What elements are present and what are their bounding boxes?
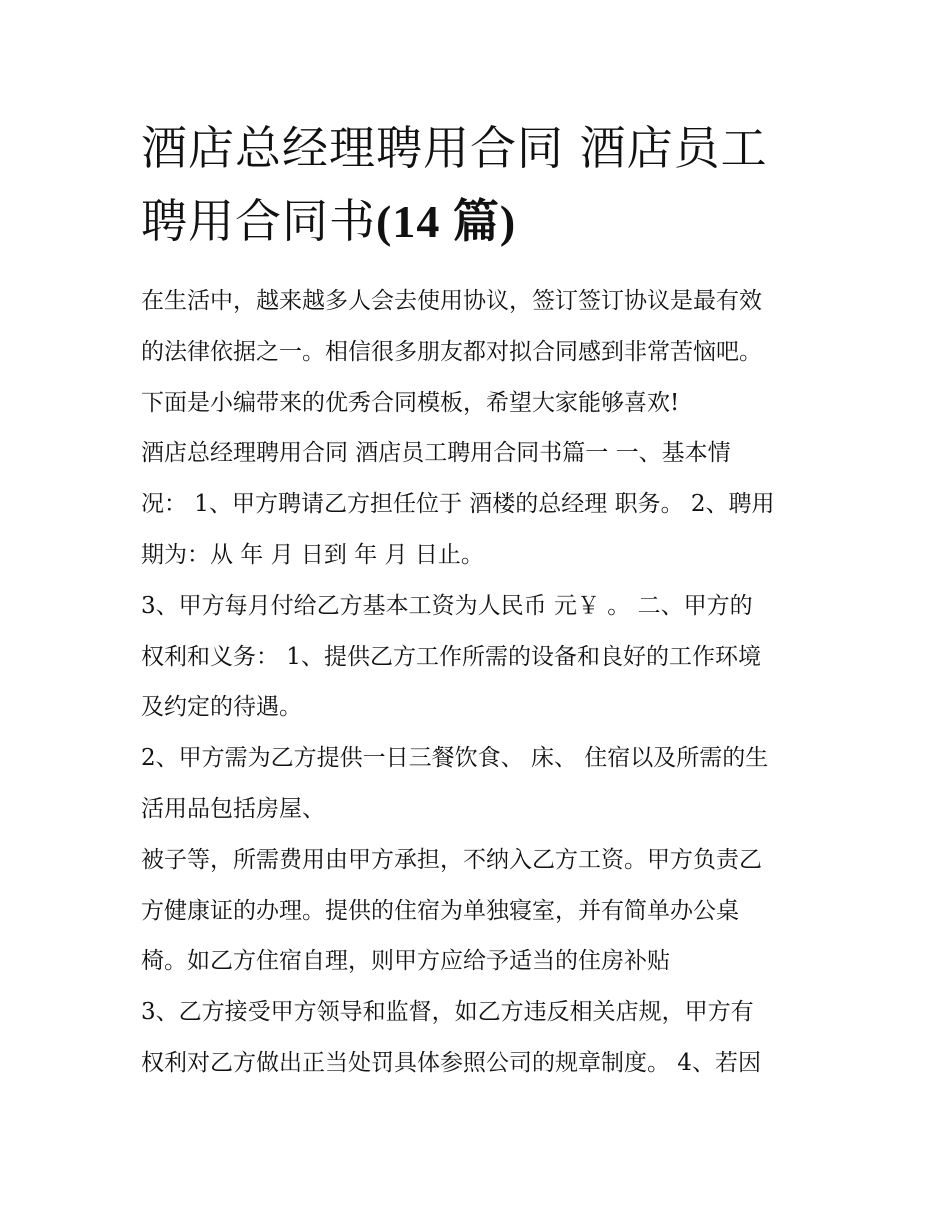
body-line: 权利和义务： 1、提供乙方工作所需的设备和良好的工作环境 — [141, 643, 761, 670]
body-line: 2、甲方需为乙方提供一日三餐饮食、 床、 住宿以及所需的生 — [141, 745, 769, 772]
body-line: 3、乙方接受甲方领导和监督，如乙方违反相关店规，甲方有 — [141, 999, 754, 1026]
document-body — [141, 276, 831, 1089]
body-line: 活用品包括房屋、 — [141, 795, 325, 822]
body-line: 期为：从 年 月 日到 年 月 日止。 — [141, 541, 484, 568]
title-line-1: 酒店总经理聘用合同 酒店员工 — [141, 121, 768, 175]
body-line: 权利对乙方做出正当处罚具体参照公司的规章制度。 4、若因 — [141, 1049, 761, 1076]
title-line-2-count: (14 篇) — [376, 196, 517, 247]
body-line: 酒店总经理聘用合同 酒店员工聘用合同书篇一 一、基本情 — [141, 440, 731, 467]
title-line-2-main: 聘用合同书 — [141, 194, 376, 248]
body-line: 况： 1、甲方聘请乙方担任位于 酒楼的总经理 职务。 2、聘用 — [141, 491, 775, 518]
body-line: 3、甲方每月付给乙方基本工资为人民币 元￥ 。 二、甲方的 — [141, 592, 753, 619]
body-line: 下面是小编带来的优秀合同模板，希望大家能够喜欢! — [141, 389, 680, 416]
title-line-2 — [141, 185, 821, 258]
body-line: 在生活中，越来越多人会去使用协议，签订签订协议是最有效 — [141, 288, 762, 314]
body-line: 及约定的待遇。 — [141, 694, 302, 721]
body-line: 方健康证的办理。提供的住宿为单独寝室，并有简单办公桌 — [141, 897, 739, 924]
body-line: 被子等，所需费用由甲方承担，不纳入乙方工资。甲方负责乙 — [141, 846, 762, 873]
body-line: 的法律依据之一。相信很多朋友都对拟合同感到非常苦恼吧。 — [141, 338, 762, 365]
document-title — [141, 112, 821, 258]
body-line: 椅。如乙方住宿自理，则甲方应给予适当的住房补贴 — [141, 948, 670, 975]
